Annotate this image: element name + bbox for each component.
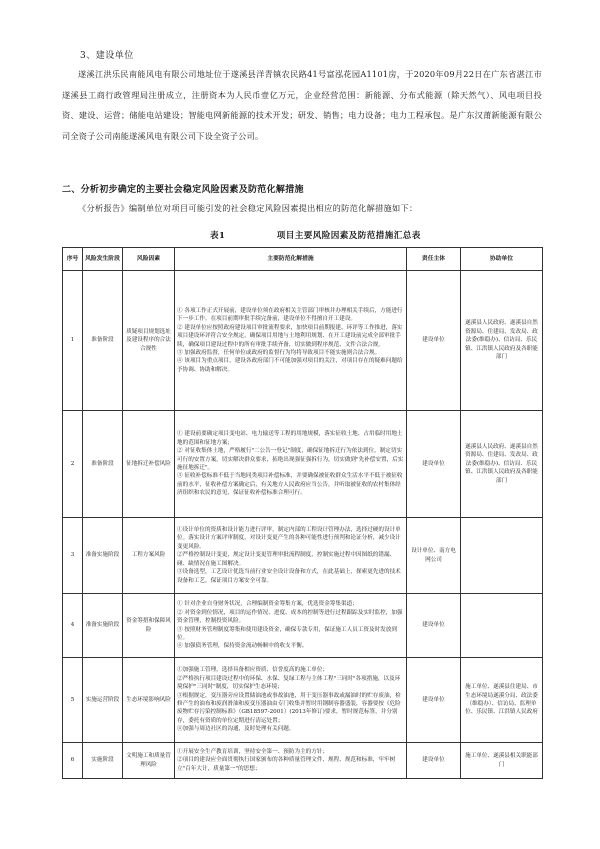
row-assist: 施工单位、遂溪县相关职能部门	[461, 743, 543, 779]
row-risk: 征地拆迁补偿风险	[123, 411, 175, 518]
table-caption	[210, 229, 421, 241]
header-stage: 风险发生阶段	[83, 248, 123, 271]
row-stage: 准备阶段	[83, 271, 123, 411]
header-measures: 主要防范化解措施	[175, 248, 407, 271]
table-number: 表1	[210, 231, 226, 241]
row-measures	[175, 518, 407, 594]
table-row	[63, 411, 543, 518]
measure-item: ② 对征收集体土地，严格履行"二公告一登记"制度，确保征地拆迁行为依法到位，制定切实可行的安置方案，切实解决群众要求，拓绝出现强征强拆行为，切实做到"先补偿安置，后实施征地拆迁"。	[177, 448, 404, 471]
row-owner: 建设单位	[407, 594, 461, 658]
measure-item: ① 各项工作正式开展前，建设单位须在政府相关主管部门审核并办理相关手续后，方能进行下一步工作。在项目前期审批手续完备前，建设单位不得擅自开工建设。	[177, 307, 403, 323]
measure-item: ①设计单位的资质和设计能力进行评审，制定内部的工程设计管理办法，选择过硬的设计单位。落实设计方案评审制度，对设计变更产生的各种可能性进行预判和论证分析，减少设计变更风险。	[177, 527, 401, 550]
measure-item: ② 对资金到位情况，项目的运作情况、进度、成本的控制等进行过程跟踪及实时监控，加强资金管理，控制投资风险。	[177, 609, 403, 625]
table-row	[63, 518, 543, 594]
row-risk: 工程方案风险	[123, 518, 175, 594]
measure-item: ② 建设单位应按照政府建设项目审批流程要求，加快项目前期报建、环评等工作推进，落实项目建设环评符合安全规定，确保项目用地与土地利用规划、在开工建设前完成全部审批手续，确保项目建设过程中的所有审批手续齐备，切实做到程序规范、文件合法合规。	[177, 324, 403, 348]
measure-item: ④加强与周边社区的沟通，及时处理有关问题。	[177, 726, 295, 733]
measure-item: ③根据规定，变压器旁应设置储油池或事故油池，用于变压器事故或漏油时的贮存废油，检修产生的油布和废润滑油和废变压器油由专门收集并暂时用钢制容器盛装，容器要按《危险废物贮存污染控制标准》（GB18597-2001）(2013年修订)要求，暂时规范标签，并分别存，委托有资质的单位定期进行清运处置；	[177, 692, 401, 724]
section-heading-risk-factors: 二、分析初步确定的主要社会稳定风险因素及防范化解措施	[62, 185, 304, 195]
row-assist: 施工单位、遂溪县住建局、市生态环境局遂溪分局、政法委（维稳办）、信访局、监理单位、乐民镇、江洪镇人民政府	[461, 658, 543, 743]
measure-item: ③ 按照财务管理制度筹集和使用建设资金，确保专款专用，保证施工人员工资及时发放到位。	[177, 626, 397, 641]
intro-text: 《分析报告》编制单位对项目可能引发的社会稳定风险因素提出相应的防范化解措施如下：	[78, 203, 418, 213]
row-owner: 建设单位	[407, 271, 461, 411]
row-measures	[175, 658, 407, 743]
row-measures	[175, 743, 407, 779]
row-no: 3	[63, 518, 83, 594]
measure-item: ②严格控制设计变更，规定设计变更管理审批流程制度，控制实施过程中因图纸的错漏、碰、缺情况在施工图解决。	[177, 552, 396, 567]
header-assist: 协助单位	[461, 248, 543, 271]
row-no: 4	[63, 594, 83, 658]
row-stage: 准备实施阶段	[83, 518, 123, 594]
header-risk: 风险因素	[123, 248, 175, 271]
measure-item: ①开展安全生产教育培训，坚持安全第一、预防为主的方针；	[177, 748, 329, 755]
table-title: 项目主要风险因素及防范措施汇总表	[276, 231, 421, 241]
row-risk: 质疑项目规划选址及建设程序的合法合规性	[123, 271, 175, 411]
measure-item: ③ 加强政府监督，任何单位或政府的监督行为均将导致项目不能实施则合法合规。	[177, 349, 381, 356]
row-risk: 文明施工和质量管理风险	[123, 743, 175, 779]
measure-item: ①加强施工管理，选择具备相应资质、信誉度高的施工单位；	[177, 667, 329, 674]
measure-item: ③ 征收补偿标准不低于当地同类项目补偿标准，并要确保被征收群众生活水平不低于被征收前的水平，征收补偿方案确定后，有关地方人民政府应当公告，并听取被征收的农村集体经济组织和农民的意见，保证征收补偿标准合理可行。	[177, 473, 403, 497]
header-no: 序号	[63, 248, 83, 271]
measure-item: ① 建设前要确定项目变电站、电力输送等工程的用地规模，落实征收土地、占用临时用地土地的范围和征地方案；	[177, 431, 403, 446]
row-owner: 建设单位	[407, 658, 461, 743]
measure-item: ④ 该项目为重点项目，建设各政府部门不可能加强对项目的关注，对项目存在的疑难问题给予协调、协助和解决。	[177, 358, 403, 373]
row-assist: 遂溪县人民政府、遂溪县自然资源局、住建局、发改局、政法委(维稳办)、信访局、乐民镇、江洪镇人民政府及各职能部门	[461, 271, 543, 411]
row-risk: 资金筹措和保障风险	[123, 594, 175, 658]
table-row	[63, 271, 543, 411]
measure-item: ②项目的建设应全面贯彻执行国家颁布的各种质量管理文件、规程、规范和标准，牢牢树立"百年大计，质量第一"的思想；	[177, 757, 396, 772]
row-assist	[461, 518, 543, 594]
measure-item: ③设备选型，工艺设计优选当前行业安全设计设备和方式，在此基础上，探索更先进的技术设备和工艺，保证项目方案安全可靠。	[177, 569, 401, 584]
row-owner: 设计单位、南方电网公司	[407, 518, 461, 594]
construction-unit-paragraph: 遂溪江洪乐民南能风电有限公司地址位于遂溪县洋青镇农民路41号富泓花园A1101房，于2020年09月22日在广东省湛江市遂溪县工商行政管理局注册成立，注册资本为人民币壹亿万元，企业经营范围：新能源、分布式能源（除天然气）、风电项目投资、建设、运营；储能电站建设；智能电网新能源的技术开发；研发、销售；电力设备；电力工程承包。是广东汉莆新能源有限公司全资子公司南能遂溪风电有限公司下设全资子公司。	[62, 69, 542, 141]
row-no: 2	[63, 411, 83, 518]
row-measures	[175, 411, 407, 518]
row-stage: 准备阶段	[83, 411, 123, 518]
table-row	[63, 594, 543, 658]
row-measures	[175, 271, 407, 411]
row-stage: 准备实施阶段	[83, 594, 123, 658]
measure-item: ④ 加强债务管理，保持资金流动畅顺中的收支平衡。	[177, 643, 308, 650]
row-owner: 建设单位	[407, 743, 461, 779]
row-stage: 实施运营阶段	[83, 658, 123, 743]
table-row	[63, 743, 543, 779]
header-owner: 责任主体	[407, 248, 461, 271]
row-no: 6	[63, 743, 83, 779]
row-measures	[175, 594, 407, 658]
row-owner: 建设单位	[407, 411, 461, 518]
measure-item: ① 针对企业自身财务状况，合理编制资金筹集方案，优选资金筹集渠道；	[177, 601, 358, 608]
measure-item: ②严格执行项目建设过程中的环保、水保、复绿工程与主体工程"三同时"各项措施，以及环境保护"三同时"制度，切实保护生态环境；	[177, 675, 401, 691]
section-heading-construction-unit: 3、建设单位	[80, 51, 134, 61]
row-no: 5	[63, 658, 83, 743]
row-no: 1	[63, 271, 83, 411]
row-stage: 实施阶段	[83, 743, 123, 779]
row-assist	[461, 594, 543, 658]
risk-measures-table	[62, 247, 543, 779]
row-assist: 遂溪县人民政府、遂溪县自然资源局、住建局、发改局、政法委(维稳办)、信访局、乐民镇、江洪镇人民政府及各职能部门	[461, 411, 543, 518]
table-row	[63, 658, 543, 743]
table-header-row	[63, 248, 543, 271]
row-risk: 生态环境影响风险	[123, 658, 175, 743]
